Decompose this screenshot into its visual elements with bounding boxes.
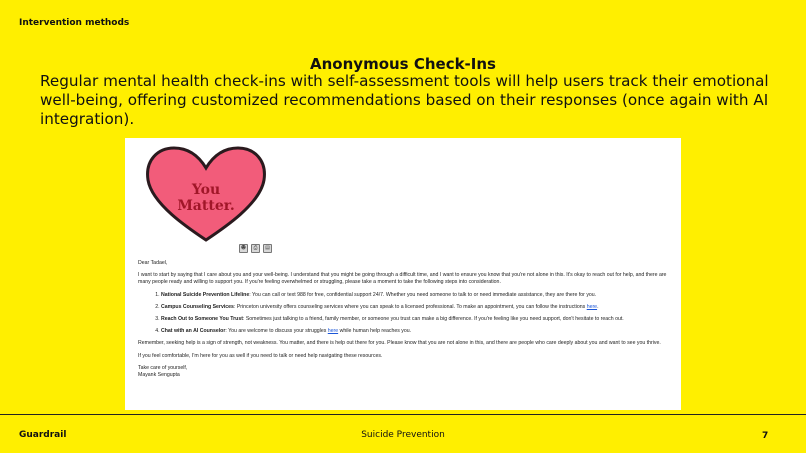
step-text-after: . <box>597 303 599 310</box>
step-text: : Sometimes just talking to a friend, family member, or someone you trust can make a big difference. If you're feeling like you need support, don't hesitate to reach out. <box>242 316 624 323</box>
step-text: : You are welcome to discuss your struggles <box>225 328 328 335</box>
resource-list <box>161 292 676 336</box>
email-remember: Remember, seeking help is a sign of strength, not weakness. You matter, and there is help out there for you. Please know that you are not alone in this, and there are people who care deeply about you and want to see you thrive. <box>138 340 661 347</box>
section-label: Intervention methods <box>19 18 130 28</box>
email-body <box>138 260 676 379</box>
email-greeting: Dear Tadael, <box>138 260 168 266</box>
list-item <box>161 316 676 323</box>
share-icon[interactable]: ▤ <box>263 244 272 253</box>
footer-brand: Guardrail <box>19 430 67 440</box>
email-comfort: If you feel comfortable, I'm here for you as well if you need to talk or need help navigating these resources. <box>138 352 383 359</box>
ai-counselor-link[interactable]: here <box>327 328 339 335</box>
step-text: : You can call or text 988 for free, confidential support 24/7. Whether you need someone to talk to or need immediate assistance, they are there for you. <box>249 291 597 298</box>
page-number: 7 <box>762 431 769 441</box>
print-icon[interactable]: ⎙ <box>251 244 260 253</box>
email-signoff: Take care of yourself, <box>138 364 188 371</box>
heart-text-line1: You <box>191 182 221 198</box>
step-text: : Princeton university offers counseling services where you can speak to a licensed professional. To make an appointment, you can follow the instructions <box>233 303 587 310</box>
heart-image <box>144 144 269 244</box>
list-item <box>161 328 676 335</box>
list-item <box>161 304 676 311</box>
user-icon[interactable]: ☻ <box>240 245 247 251</box>
step-title: National Suicide Prevention Lifeline <box>161 291 250 298</box>
step-title: Chat with an AI Counselor <box>161 328 226 335</box>
slide-body: Regular mental health check-ins with self-assessment tools will help users track their emotional well-being, offering customized recommendations based on their responses (once again with AI integration). <box>40 72 769 128</box>
heart-text-line2: Matter. <box>177 198 235 214</box>
footer-divider <box>0 414 806 415</box>
step-title: Reach Out to Someone You Trust <box>161 316 243 323</box>
counseling-link[interactable]: here <box>586 303 598 310</box>
footer-topic: Suicide Prevention <box>361 430 445 440</box>
step-text-after: while human help reaches you. <box>338 328 412 335</box>
list-item <box>161 292 676 299</box>
email-signature: Mayank Sengupta <box>138 372 180 379</box>
email-screenshot <box>125 138 681 410</box>
step-title: Campus Counseling Services <box>161 303 234 310</box>
email-intro: I want to start by saying that I care about you and your well-being. I understand that you might be going through a difficult time, and I want to ensure you know that you're not alone in this. It's okay to reach out for help, and there are many people ready and willing to support you. If you're feeling overwhelmed or struggling, please take a moment to take the following steps into consideration. <box>138 272 667 286</box>
slide-title: Anonymous Check-Ins <box>310 55 496 73</box>
email-actions <box>239 244 272 253</box>
